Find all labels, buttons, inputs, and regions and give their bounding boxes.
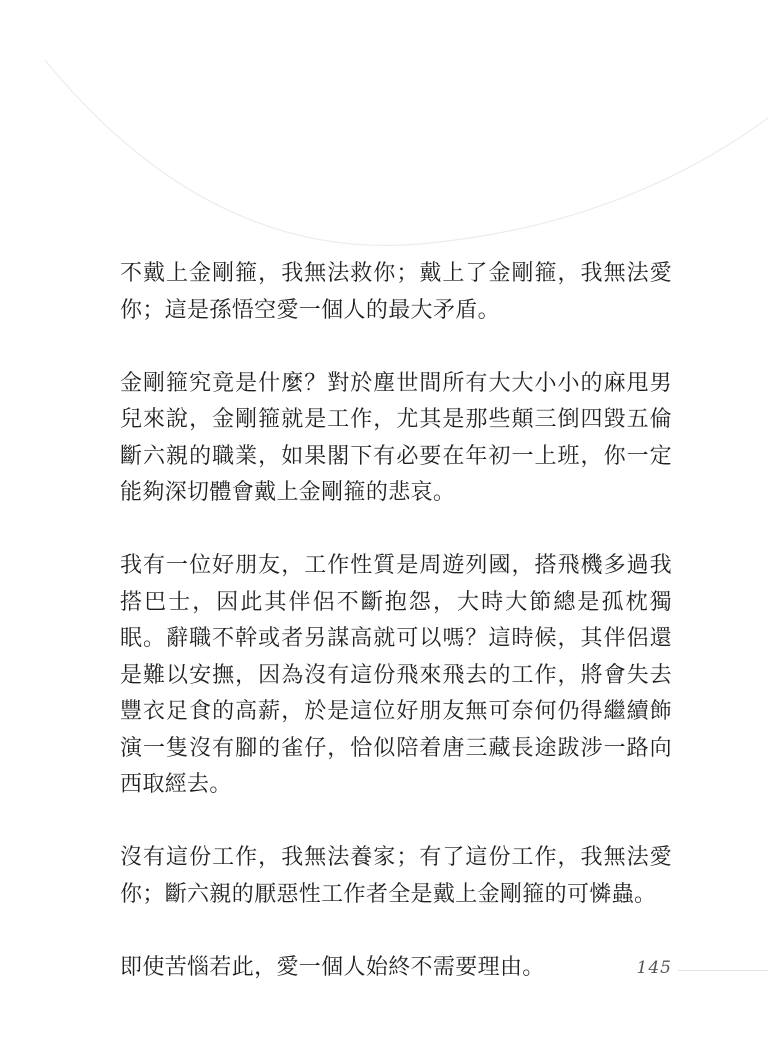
paragraph-2: 金剛箍究竟是什麼？對於塵世間所有大大小小的麻甩男兒來說，金剛箍就是工作，尤其是那些顛三倒四毀五倫斷六親的職業，如果閣下有必要在年初一上班，你一定能夠深切體會戴上金剛箍的悲哀。 <box>120 370 672 505</box>
paragraph-3: 我有一位好朋友，工作性質是周遊列國，搭飛機多過我搭巴士，因此其伴侶不斷抱怨，大時大節總是孤枕獨眠。辭職不幹或者另謀高就可以嗎？這時候，其伴侶還是難以安撫，因為沒有這份飛來飛去的工作，將會失去豐衣足食的高薪，於是這位好朋友無可奈何仍得繼續飾演一隻沒有腳的雀仔，恰似陪着唐三藏長途跋涉一路向西取經去。 <box>120 553 672 797</box>
page-number: 145 <box>636 958 672 978</box>
footer-rule <box>678 970 768 971</box>
decorative-arc <box>0 0 768 300</box>
paragraph-1: 不戴上金剛箍，我無法救你；戴上了金剛箍，我無法愛你；這是孫悟空愛一個人的最大矛盾。 <box>120 261 672 323</box>
paragraph-4: 沒有這份工作，我無法養家；有了這份工作，我無法愛你；斷六親的厭惡性工作者全是戴上金剛箍的可憐蟲。 <box>120 845 672 907</box>
body-text <box>120 256 672 986</box>
paragraph-5: 即使苦惱若此，愛一個人始終不需要理由。 <box>120 954 545 980</box>
